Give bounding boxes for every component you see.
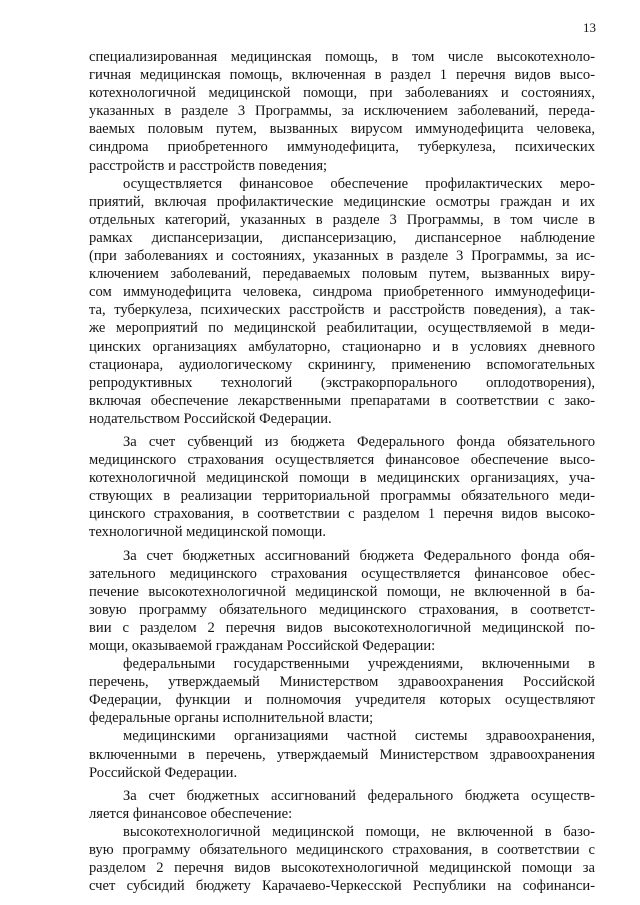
text-line: технологичной медицинской помощи. (89, 524, 326, 541)
text-line: ваемых половым путем, вызванных вирусом иммунодефицита человека, (89, 121, 595, 138)
text-line: мощи, оказываемой гражданам Российской Федерации: (89, 638, 436, 654)
text-line: (при заболеваниях и состояниях, указанных в разделе 3 Программы, за ис- (89, 248, 595, 265)
text-line: ляется финансовое обеспечение: (89, 805, 293, 822)
text-line: рамках диспансеризации, диспансеризацию, диспансерное наблюдение (89, 229, 595, 246)
text-line: сом иммунодефицита человека, синдрома приобретенного иммунодефици- (89, 284, 595, 301)
text-line: отдельных категорий, указанных в разделе 3 Программы, в том числе в (89, 211, 595, 228)
text-line: нодательством Российской Федерации. (89, 410, 332, 427)
text-line: Российской Федерации. (89, 764, 238, 781)
text-line: счет субсидий бюджету Карачаево-Черкесской Республики на софинанси- (89, 878, 595, 895)
text-line: включенными в перечень, утверждаемый Министерством здравоохранения (89, 746, 595, 763)
text-line: медицинского страхования осуществляется финансовое обеспечение высо- (89, 452, 595, 469)
text-line: та, туберкулеза, психических расстройств и расстройств поведения), а так- (89, 302, 595, 319)
text-line: стационара, аудиологическому скринингу, применению вспомогательных (89, 356, 595, 373)
text-line: цинского страхования, в соответствии с разделом 1 перечня видов высоко- (89, 506, 595, 523)
text-line: перечень, утверждаемый Министерством здравоохранения Российской (89, 674, 595, 691)
page-number: 13 (583, 20, 596, 35)
text-line: гичная медицинская помощь, включенная в раздел 1 перечня видов высо- (89, 67, 595, 84)
text-line: котехнологичной медицинской помощи, при заболеваниях и состояниях, (89, 85, 595, 102)
text-line: специализированная медицинская помощь, в том числе высокотехноло- (89, 49, 595, 65)
text-line: приятий, включая профилактические медицинские осмотры граждан и их (89, 193, 595, 210)
text-line: вую программу обязательного медицинского страхования, в соответствии с (89, 842, 595, 859)
text-line: котехнологичной медицинской помощи в медицинских организациях, уча- (89, 470, 595, 487)
text-line: репродуктивных технологий (экстракорпорального оплодотворения), (89, 374, 595, 391)
text-line: медицинскими организациями частной системы здравоохранения, (123, 728, 595, 745)
text-line: ключением заболеваний, передаваемых половым путем, вызванных виру- (89, 266, 595, 283)
text-line: указанных в разделе 3 Программы, за исключением заболеваний, переда- (89, 103, 595, 120)
text-line: же мероприятий по медицинской реабилитации, осуществляемой в меди- (89, 320, 595, 337)
text-line: федеральными государственными учреждениями, включенными в (123, 656, 595, 673)
text-line: печение высокотехнологичной медицинской помощи, не включенной в ба- (89, 583, 595, 600)
text-line: расстройств и расстройств поведения; (89, 157, 328, 174)
text-line: Федерации, функции и полномочия учредителя которых осуществляют (89, 692, 595, 709)
text-line: разделом 2 перечня видов высокотехнологичной медицинской помощи за (89, 860, 595, 877)
text-line: включая обеспечение лекарственными препаратами в соответствии с зако- (89, 392, 595, 409)
text-line: зовую программу обязательного медицинского страхования, в соответст- (89, 601, 595, 618)
text-line: зательного медицинского страхования осуществляется финансовое обес- (89, 565, 595, 582)
text-line: За счет бюджетных ассигнований бюджета Федерального фонда обя- (123, 547, 595, 564)
body-text (89, 48, 595, 895)
text-line: федеральные органы исполнительной власти; (89, 710, 374, 727)
text-line: За счет бюджетных ассигнований федерального бюджета осуществ- (123, 787, 595, 804)
text-line: цинских организациях амбулаторно, стационарно и в условиях дневного (89, 338, 595, 355)
text-line: ствующих в реализации территориальной программы обязательного меди- (89, 488, 595, 505)
text-line: высокотехнологичной медицинской помощи, не включенной в базо- (123, 823, 595, 840)
text-line: синдрома приобретенного иммунодефицита, туберкулеза, психических (89, 139, 595, 156)
text-line: вии с разделом 2 перечня видов высокотехнологичной медицинской по- (89, 619, 595, 636)
text-line: За счет субвенций из бюджета Федерального фонда обязательного (123, 433, 595, 450)
text-line: осуществляется финансовое обеспечение профилактических меро- (123, 175, 595, 192)
